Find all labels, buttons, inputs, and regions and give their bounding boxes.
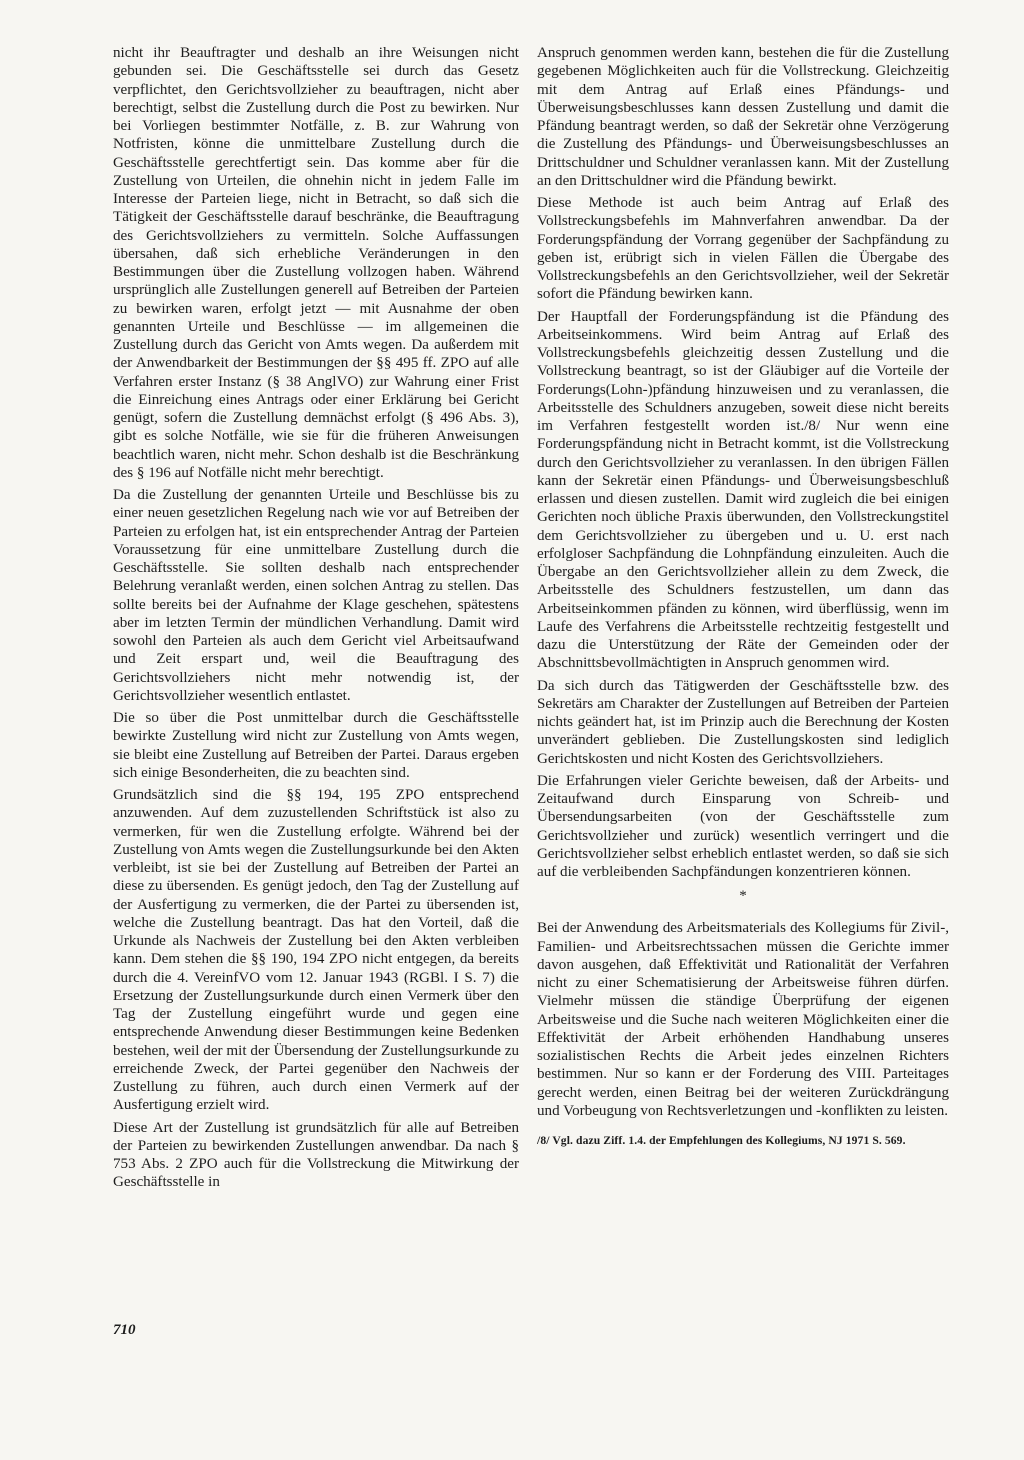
- paragraph: Die so über die Post unmittelbar durch die Geschäftsstelle bewirkte Zustellung wird nicht zur Zustellung von Amts wegen, sie bleibt eine Zustellung auf Betreiben der Partei. Daraus ergeben sich einige Besonderheiten, die zu beachten sind.: [113, 710, 519, 781]
- section-separator: *: [739, 888, 747, 905]
- paragraph: Anspruch genommen werden kann, bestehen die für die Zustellung gegebenen Möglichkeiten auch für die Vollstreckung. Gleichzeitig mit dem Antrag auf Erlaß eines Pfändungs- und Überweisungsbeschlusses kann dessen Zustellung und damit die Pfändung beantragt werden, so daß der Sekretär ohne Verzögerung die Zustellung des Pfändungs- und Überweisungsbeschlusses an Drittschuldner und Schuldner veranlassen kann. Mit der Zustellung an den Drittschuldner wird die Pfändung bewirkt.: [537, 45, 949, 189]
- paragraph: Diese Methode ist auch beim Antrag auf Erlaß des Vollstreckungsbefehls im Mahnverfahren anwendbar. Da der Forderungspfändung der Vorrang gegenüber der Sachpfändung zu geben ist, erübrigt sich in vielen Fällen die Übergabe des Vollstreckungsbefehls an den Gerichtsvollzieher, weil der Sekretär sofort die Pfändung bewirken kann.: [537, 195, 949, 303]
- paragraph: nicht ihr Beauftragter und deshalb an ihre Weisungen nicht gebunden sei. Die Geschäftsstelle sei durch das Gesetz verpflichtet, den Gerichtsvollzieher zu beauftragen, nicht aber berechtigt, selbst die Zustellung durch die Post zu bewirken. Nur bei Vorliegen bestimmter Notfälle, z. B. zur Wahrung von Notfristen, könne die unmittelbare Zustellung durch die Geschäftsstelle gerechtfertigt sein. Das komme aber für die Zustellung von Urteilen, die ohnehin nicht in jedem Falle im Interesse der Parteien liege, nicht in Betracht, so daß sich die Tätigkeit der Geschäftsstelle darauf beschränke, die Beauftragung des Gerichtsvollziehers zu vermitteln. Solche Auffassungen übersahen, daß sich erhebliche Veränderungen in den Bestimmungen über die Zustellung vollzogen haben. Während ursprünglich alle Zustellungen generell auf Betreiben der Parteien zu bewirken waren, erfolgt jetzt — mit Ausnahme der oben genannten Urteile und Beschlüsse — im allgemeinen die Zustellung durch das Gericht von Amts wegen. Da außerdem mit der Anwendbarkeit der Bestimmungen der §§ 495 ff. ZPO auf alle Verfahren erster Instanz (§ 38 AnglVO) zur Wahrung einer Frist die Einreichung eines Antrags oder einer Erklärung bei Gericht genügt, sofern die Zustellung demnächst erfolgt (§ 496 Abs. 3), gibt es solche Notfälle, wie sie für die früheren Anweisungen beachtlich waren, nicht mehr. Schon deshalb ist die Beschränkung des § 196 auf Notfälle nicht mehr berechtigt.: [113, 45, 519, 481]
- right-column: [537, 44, 949, 1147]
- paragraph: Die Erfahrungen vieler Gerichte beweisen, daß der Arbeits- und Zeitaufwand durch Einsparung von Schreib- und Übersendungsarbeiten (von der Geschäftsstelle zum Gerichtsvollzieher und zurück) wesentlich verringert und die Gerichtsvollzieher selbst erheblich entlastet werden, so daß sie sich auf die verbleibenden Sachpfändungen konzentrieren können.: [537, 772, 949, 880]
- paragraph: Da die Zustellung der genannten Urteile und Beschlüsse bis zu einer neuen gesetzlichen Regelung nach wie vor auf Betreiben der Parteien zu erfolgen hat, ist ein entsprechender Antrag der Parteien Voraussetzung für eine unmittelbare Zustellung durch die Geschäftsstelle. Sie sollten deshalb nach entsprechender Belehrung veranlaßt werden, einen solchen Antrag zu stellen. Das sollte bereits bei der Aufnahme der Klage geschehen, spätestens aber im letzten Termin der mündlichen Verhandlung. Damit wird sowohl den Parteien als auch dem Gericht viel Arbeitsaufwand und Zeit erspart und, weil die Beauftragung des Gerichtsvollziehers nicht mehr notwendig ist, der Gerichtsvollzieher wesentlich entlastet.: [113, 487, 519, 704]
- left-column: [113, 44, 519, 1196]
- footnote: /8/ Vgl. dazu Ziff. 1.4. der Empfehlungen des Kollegiums, NJ 1971 S. 569.: [537, 1134, 906, 1147]
- paragraph: Der Hauptfall der Forderungspfändung ist die Pfändung des Arbeitseinkommens. Wird beim Antrag auf Erlaß des Vollstreckungsbefehls gleichzeitig dessen Zustellung und die Vollstreckung beantragt, so ist der Gläubiger auf die Vorteile der Forderungs(Lohn-)pfändung hinzuweisen und zu veranlassen, die Arbeitsstelle des Schuldners anzugeben, soweit diese nicht bereits im Verfahren festgestellt worden ist./8/ Nur wenn eine Forderungspfändung nicht in Betracht kommt, ist die Vollstreckung durch den Gerichtsvollzieher zu veranlassen. In den übrigen Fällen kann der Sekretär einen Pfändungs- und Überweisungsbeschluß erlassen und diesen zustellen. Damit wird zugleich die bei einigen Gerichten noch übliche Praxis überwunden, den Vollstreckungstitel dem Gerichtsvollzieher zu übergeben und u. U. erst nach erfolgloser Sachpfändung die Lohnpfändung einzuleiten. Auch die Übergabe an den Gerichtsvollzieher allein zu dem Zweck, die Arbeitsstelle des Schuldners festzustellen, um dann das Arbeitseinkommen pfänden zu können, wird überflüssig, wenn im Laufe des Verfahrens die Arbeitsstelle rechtzeitig festgestellt und dazu die Unterstützung der Räte der Gemeinden oder der Abschnittsbevollmächtigten in Anspruch genommen wird.: [537, 308, 949, 672]
- paragraph: Bei der Anwendung des Arbeitsmaterials des Kollegiums für Zivil-, Familien- und Arbeitsrechtssachen müssen die Gerichte immer davon ausgehen, daß Effektivität und Rationalität der Verfahren nicht zu einer Schematisierung der Arbeitsweise führen dürfen. Vielmehr müssen die ständige Überprüfung der eigenen Arbeitsweise und die Suche nach weiteren Möglichkeiten einer die Effektivität der Arbeit erhöhenden Handhabung unseres sozialistischen Rechts die Arbeit jedes einzelnen Richters bestimmen. Nur so kann er der Forderung des VIII. Parteitages gerecht werden, einen Beitrag bei der weiteren Zurückdrängung und Vorbeugung von Rechtsverletzungen und -konflikten zu leisten.: [537, 920, 949, 1119]
- paragraph: Grundsätzlich sind die §§ 194, 195 ZPO entsprechend anzuwenden. Auf dem zuzustellenden Schriftstück ist also zu vermerken, für wen die Zustellung erfolgte. Während bei der Zustellung von Amts wegen die Zustellungsurkunde bei den Akten verbleibt, ist sie bei der Zustellung auf Betreiben der Partei an diese zu übersenden. Es genügt jedoch, den Tag der Zustellung auf der Ausfertigung zu vermerken, die der Partei zu übersenden ist, welche die Zustellung beantragt. Das hat den Vorteil, daß die Urkunde als Nachweis der Zustellung bei den Akten verbleiben kann. Dem stehen die §§ 190, 194 ZPO nicht entgegen, da bereits durch die 4. VereinfVO vom 12. Januar 1943 (RGBl. I S. 7) die Ersetzung der Zustellungsurkunde durch einen Vermerk über den Tag der Zustellung eingeführt wurde und gegen eine entsprechende Anwendung dieser Bestimmungen keine Bedenken bestehen, weil der mit der Übersendung der Zustellungsurkunde zu erreichende Zweck, der Partei gegenüber den Nachweis der Zustellung zu führen, auch durch einen Vermerk auf der Ausfertigung erzielt wird.: [113, 787, 519, 1114]
- page-number: 710: [113, 1322, 136, 1338]
- paragraph: Da sich durch das Tätigwerden der Geschäftsstelle bzw. des Sekretärs am Charakter der Zustellungen auf Betreiben der Parteien nichts geändert hat, ist im Prinzip auch die Berechnung der Kosten unverändert geblieben. Die Zustellungskosten sind lediglich Gerichtskosten und nicht Kosten des Gerichtsvollziehers.: [537, 677, 949, 767]
- paragraph: Diese Art der Zustellung ist grundsätzlich für alle auf Betreiben der Parteien zu bewirkenden Zustellungen anwendbar. Da nach § 753 Abs. 2 ZPO auch für die Vollstreckung die Mitwirkung der Geschäftsstelle in: [113, 1119, 519, 1191]
